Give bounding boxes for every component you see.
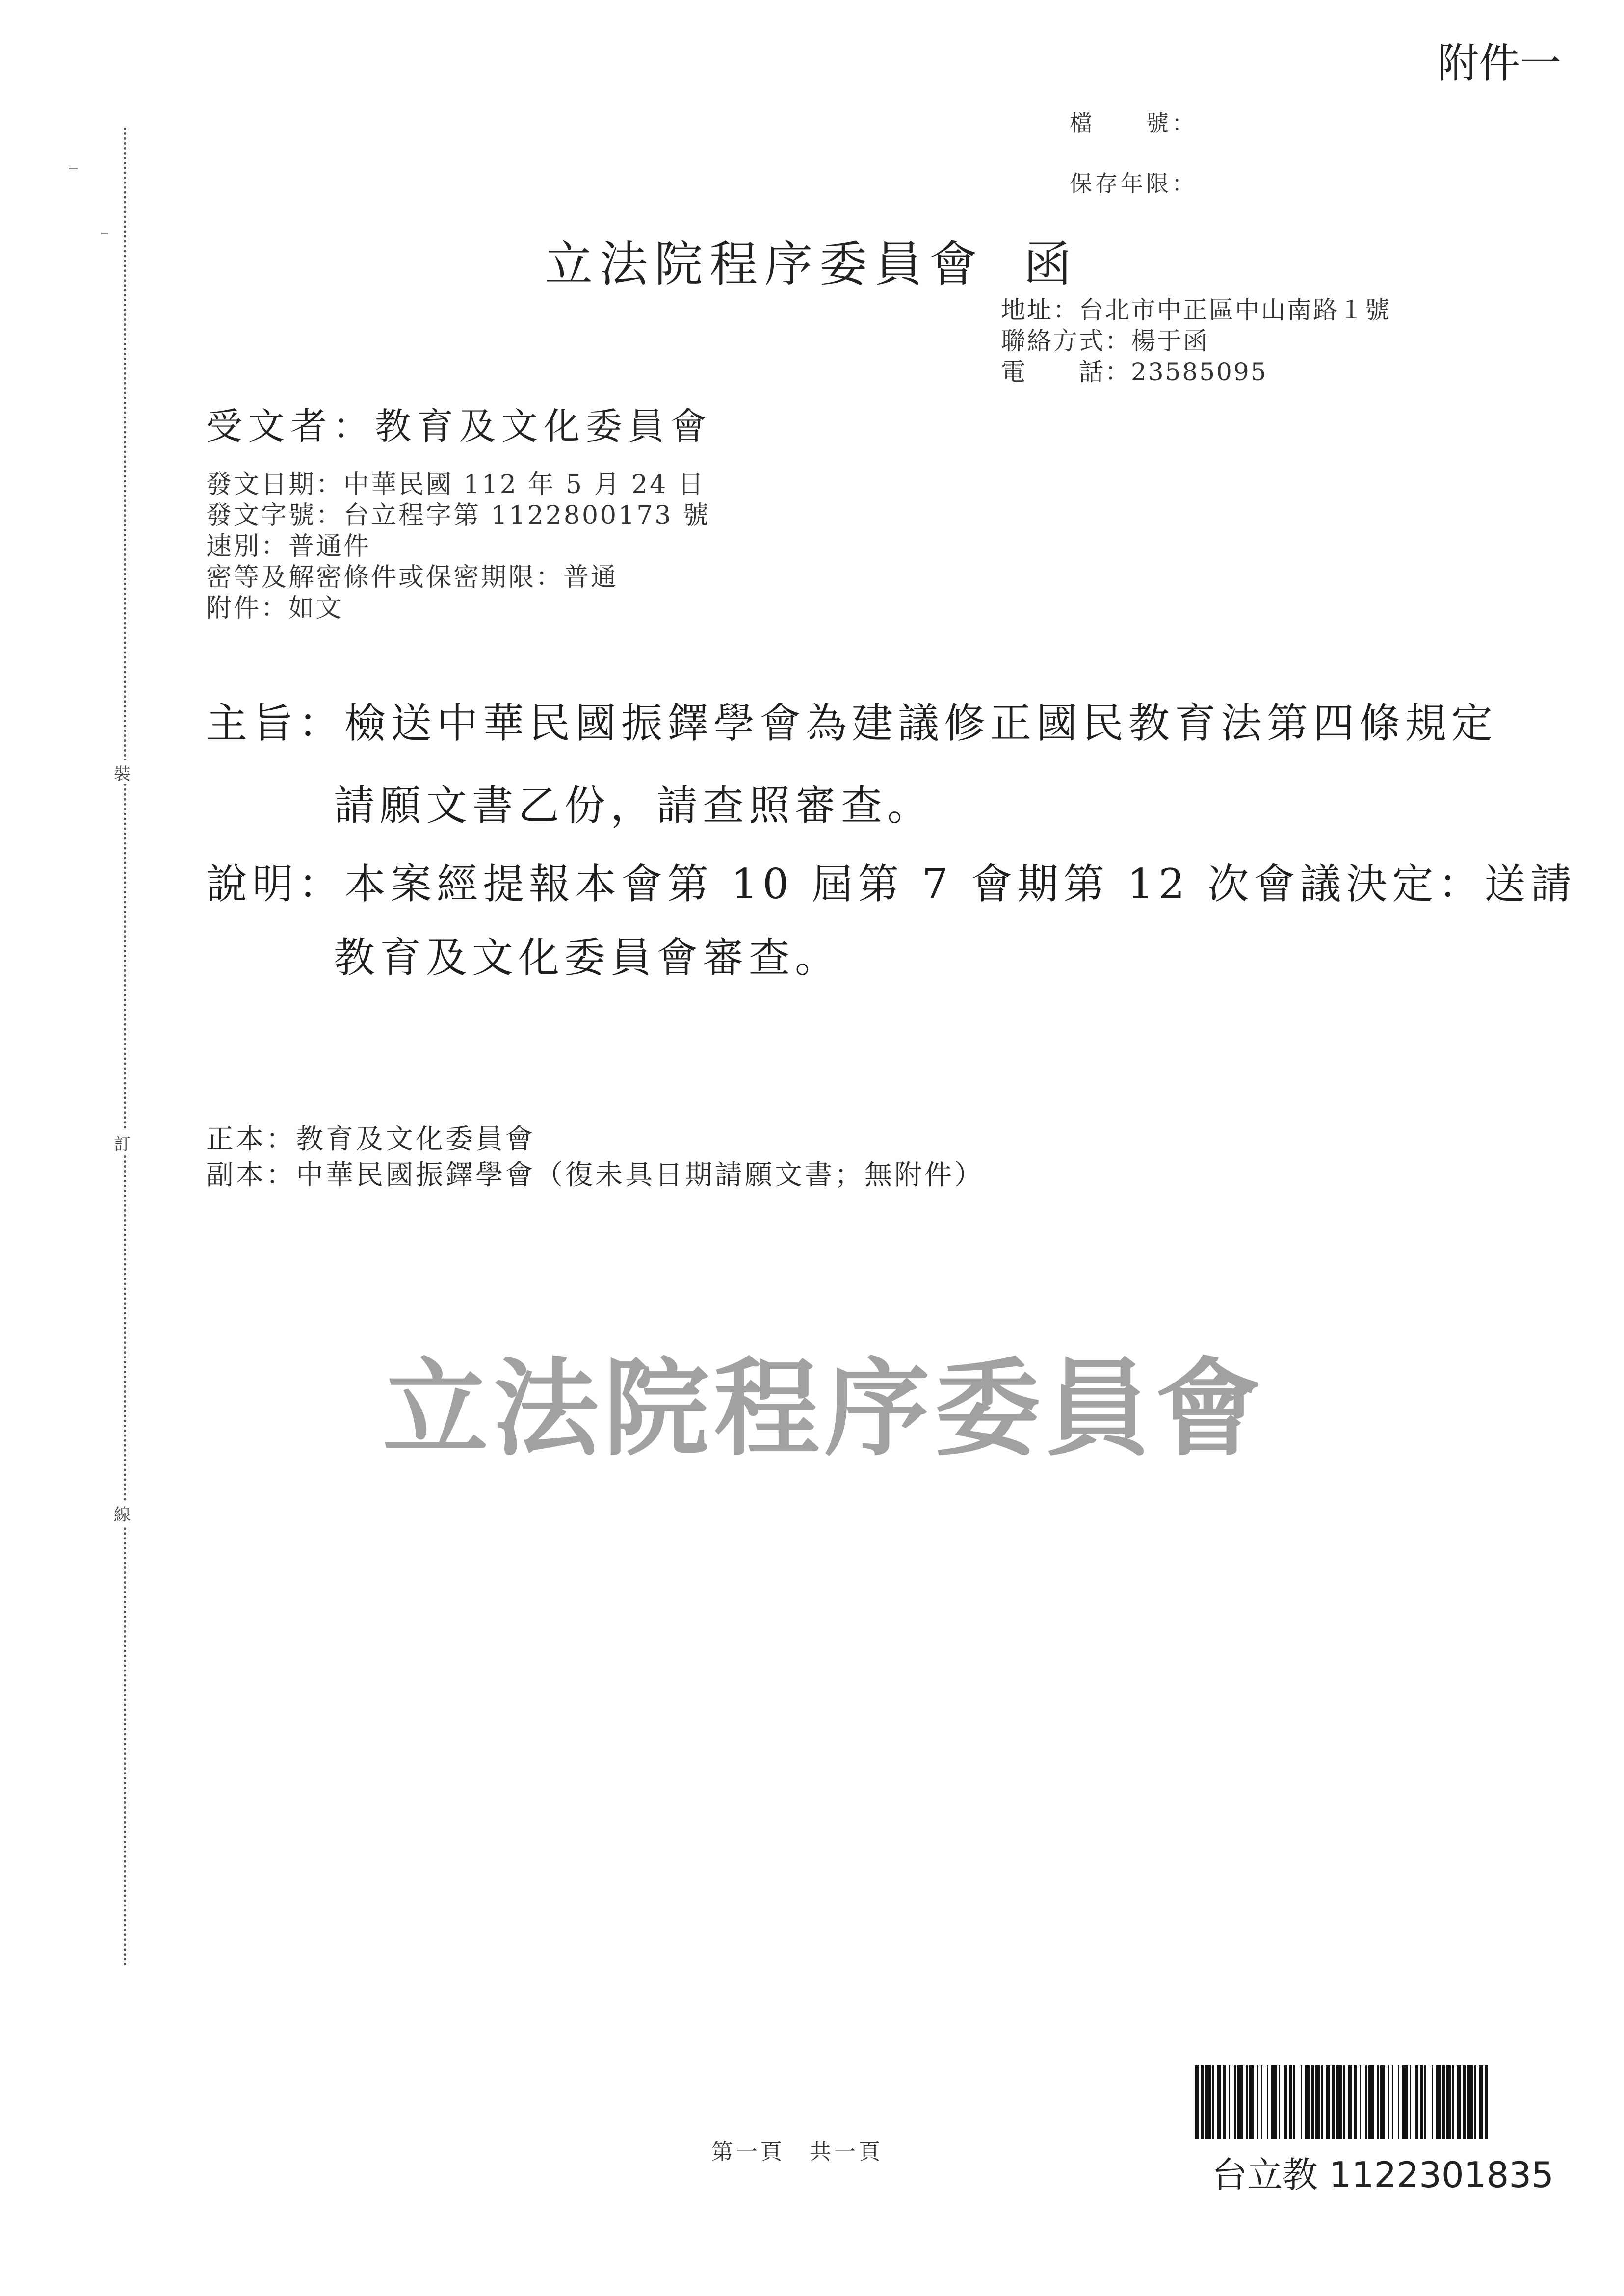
explanation-line-1: 說明：本案經提報本會第 10 屆第 7 會期第 12 次會議決定：送請 <box>206 860 1577 908</box>
issue-date: 發文日期：中華民國 112 年 5 月 24 日 <box>206 470 706 499</box>
subject-line-1: 主旨：檢送中華民國振鐸學會為建議修正國民教育法第四條規定 <box>206 699 1498 747</box>
contact: 聯絡方式：楊于函 <box>1001 327 1209 355</box>
phone: 電 話：23585095 <box>1001 358 1268 386</box>
recipient: 受文者：教育及文化委員會 <box>206 405 712 447</box>
copy-recipient: 副本：中華民國振鐸學會（復未具日期請願文書；無附件） <box>206 1159 984 1191</box>
official-seal: 立法院程序委員會 <box>383 1346 1266 1470</box>
original-recipient: 正本：教育及文化委員會 <box>206 1123 535 1155</box>
file-number-label: 檔 號： <box>1070 110 1197 136</box>
annex-label: 附件一 <box>1438 39 1562 87</box>
barcode-number: 台立教 1122301835 <box>1212 2154 1554 2195</box>
scan-mark <box>69 168 78 169</box>
document-kind: 函 <box>1023 236 1079 292</box>
document-title <box>545 226 1078 295</box>
address: 地址：台北市中正區中山南路１號 <box>1001 296 1391 324</box>
scan-mark <box>101 233 108 234</box>
attachment-note: 附件：如文 <box>206 594 344 623</box>
barcode <box>1195 2065 1489 2139</box>
secrecy-level: 密等及解密條件或保密期限：普通 <box>206 563 619 592</box>
subject-line-2: 請願文書乙份，請查照審查。 <box>334 782 934 830</box>
binding-mark: 線 <box>114 1501 131 1525</box>
binding-line <box>124 128 126 1967</box>
binding-mark: 訂 <box>114 1131 131 1155</box>
speed-category: 速別：普通件 <box>206 532 371 561</box>
binding-mark: 裝 <box>114 760 131 784</box>
issuer-name: 立法院程序委員會 <box>545 236 985 292</box>
retention-label: 保存年限： <box>1070 170 1197 197</box>
explanation-line-2: 教育及文化委員會審查。 <box>334 934 841 982</box>
document-number: 發文字號：台立程字第 1122800173 號 <box>206 501 710 530</box>
page-number: 第一頁 共一頁 <box>711 2139 883 2165</box>
